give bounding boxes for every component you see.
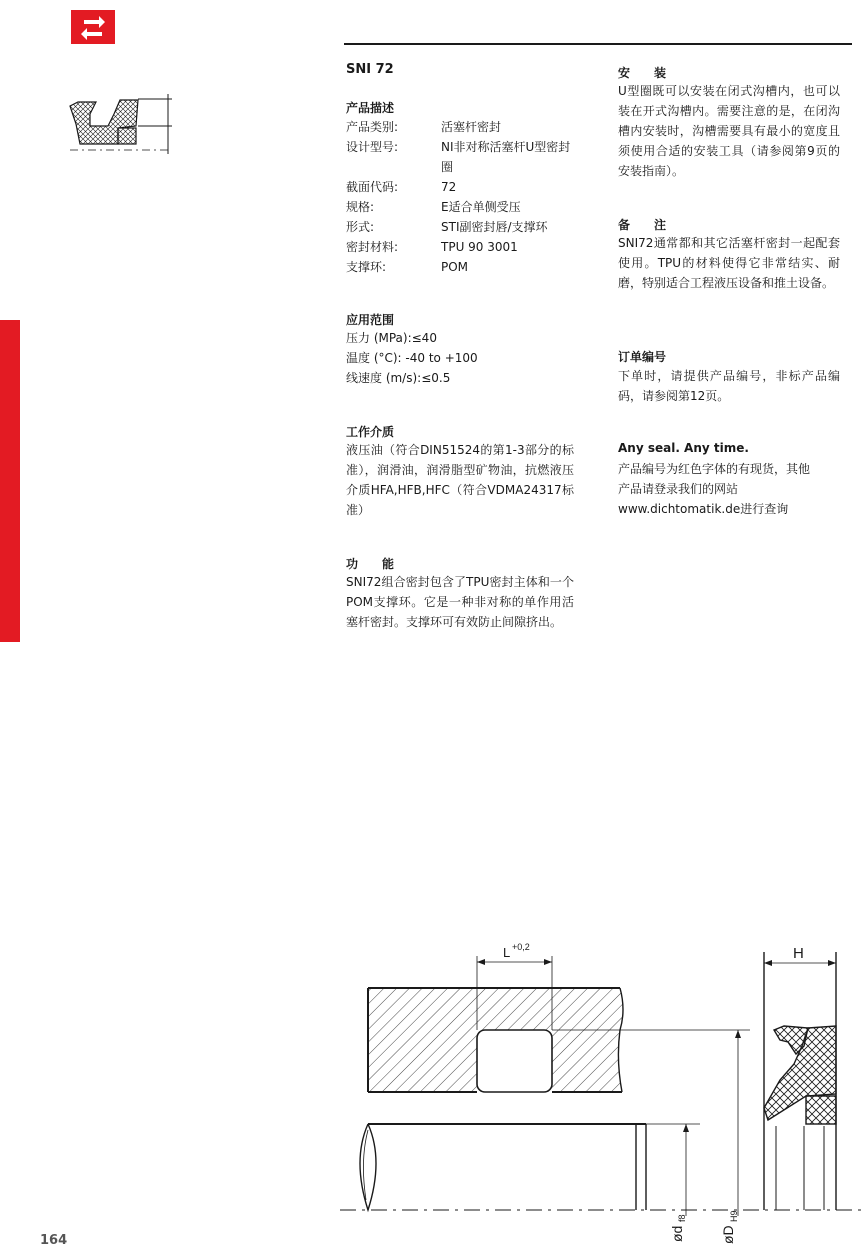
row-key: 产品类别: — [346, 120, 399, 134]
application-list — [346, 328, 574, 388]
description-heading: 产品描述 — [346, 101, 395, 115]
row-value: E适合单侧受压 — [441, 200, 521, 214]
technical-drawing — [340, 930, 866, 1256]
large-diameter-label: øD — [720, 1225, 736, 1244]
l-dimension-tolerance: +0,2 — [512, 942, 530, 952]
application-heading: 应用范围 — [346, 313, 395, 327]
notes-heading: 备 注 — [618, 218, 667, 232]
row-value: 活塞杆密封 — [441, 120, 502, 134]
small-diameter-label: ød — [669, 1225, 685, 1242]
row-key: 形式: — [346, 220, 375, 234]
row-key: 密封材料: — [346, 240, 399, 254]
row-value: POM — [441, 260, 469, 274]
slogan-heading: Any seal. Any time. — [618, 441, 749, 455]
l-dimension-label: L — [503, 945, 511, 960]
description-row — [346, 257, 574, 277]
top-rule — [344, 43, 852, 45]
description-row — [346, 137, 574, 177]
row-value: NI非对称活塞杆U型密封圈 — [441, 140, 571, 174]
installation-heading: 安 装 — [618, 66, 667, 80]
small-diameter-tolerance: f8 — [677, 1214, 687, 1222]
slogan-lines — [618, 459, 840, 519]
page-number: 164 — [40, 1233, 68, 1248]
application-line: 压力 (MPa):≤40 — [346, 331, 437, 345]
ordering-heading: 订单编号 — [618, 350, 667, 364]
description-row — [346, 217, 574, 237]
function-text: SNI72组合密封包含了TPU密封主体和一个POM支撑环。它是一种非对称的单作用活塞杆密封。支撑环可有效防止间隙挤出。 — [346, 575, 574, 629]
description-table — [346, 117, 574, 277]
application-line: 线速度 (m/s):≤0.5 — [346, 371, 451, 385]
row-value: TPU 90 3001 — [441, 240, 518, 254]
function-heading: 功 能 — [346, 557, 395, 571]
slogan-line: 产品请登录我们的网站 — [618, 482, 739, 496]
row-key: 设计型号: — [346, 140, 399, 154]
red-side-tab — [0, 320, 20, 642]
slogan-line: 产品编号为红色字体的有现货，其他 — [618, 462, 811, 476]
slogan-line: www.dichtomatik.de进行查询 — [618, 502, 789, 516]
row-key: 截面代码: — [346, 180, 399, 194]
row-key: 支撑环: — [346, 260, 387, 274]
description-row — [346, 237, 574, 257]
row-value: STI副密封唇/支撑环 — [441, 220, 548, 234]
notes-text: SNI72通常都和其它活塞杆密封一起配套使用。TPU的材料使得它非常结实、耐磨，特别适合工程液压设备和推土设备。 — [618, 236, 840, 290]
application-line: 温度 (°C): -40 to +100 — [346, 351, 478, 365]
media-text: 液压油（符合DIN51524的第1-3部分的标准），润滑油，润滑脂型矿物油，抗燃液压介质HFA,HFB,HFC（符合VDMA24317标准） — [346, 443, 574, 517]
media-heading: 工作介质 — [346, 425, 395, 439]
arrows-icon — [71, 10, 115, 44]
h-dimension-label: H — [793, 945, 804, 962]
description-row — [346, 197, 574, 217]
ordering-text: 下单时，请提供产品编号，非标产品编码，请参阅第12页。 — [618, 369, 840, 403]
product-title: SNI 72 — [346, 62, 394, 77]
large-diameter-tolerance: H9 — [729, 1210, 739, 1222]
description-row — [346, 117, 574, 137]
description-row — [346, 177, 574, 197]
row-key: 规格: — [346, 200, 375, 214]
installation-text: U型圈既可以安装在闭式沟槽内，也可以装在开式沟槽内。需要注意的是，在闭沟槽内安装时，沟槽需要具有最小的宽度且须使用合适的安装工具（请参阅第9页的安装指南）。 — [618, 84, 840, 178]
row-value: 72 — [441, 180, 457, 194]
seal-profile-icon — [68, 94, 172, 158]
